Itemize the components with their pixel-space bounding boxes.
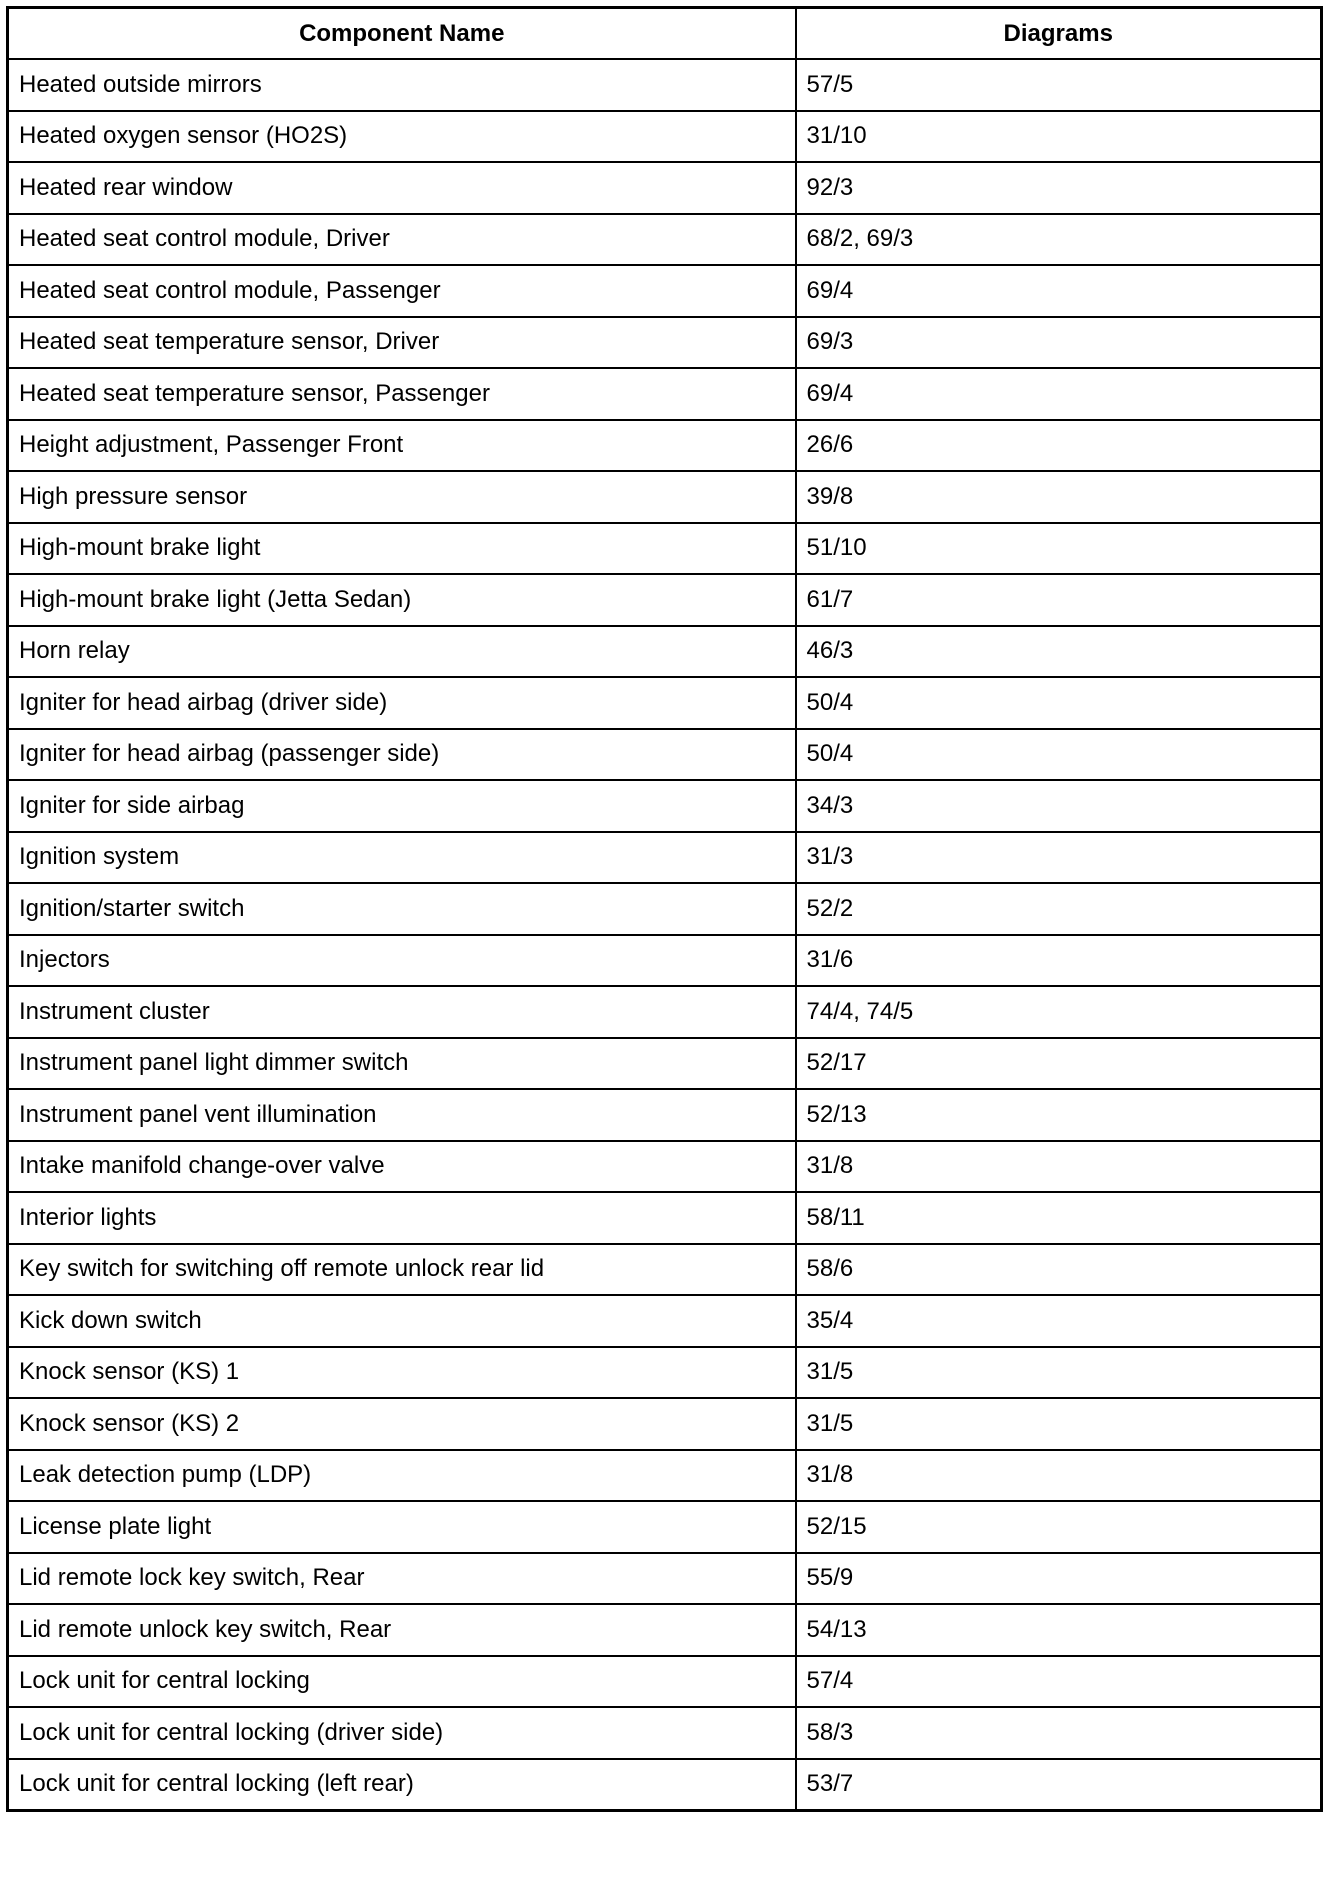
diagrams-cell: 34/3 (796, 780, 1322, 832)
component-name-cell: Igniter for head airbag (driver side) (8, 677, 796, 729)
component-name-cell: Kick down switch (8, 1295, 796, 1347)
diagrams-cell: 46/3 (796, 626, 1322, 678)
component-name-cell: Knock sensor (KS) 2 (8, 1398, 796, 1450)
component-name-cell: Heated seat control module, Passenger (8, 265, 796, 317)
component-name-cell: Heated seat temperature sensor, Driver (8, 317, 796, 369)
diagrams-cell: 39/8 (796, 471, 1322, 523)
diagrams-cell: 31/3 (796, 832, 1322, 884)
component-name-cell: Lock unit for central locking (left rear) (8, 1759, 796, 1811)
component-name-cell: Height adjustment, Passenger Front (8, 420, 796, 472)
column-header-diagrams: Diagrams (796, 8, 1322, 60)
component-name-cell: License plate light (8, 1501, 796, 1553)
diagrams-cell: 57/4 (796, 1656, 1322, 1708)
component-name-cell: Heated rear window (8, 162, 796, 214)
diagrams-cell: 69/4 (796, 368, 1322, 420)
component-name-cell: High-mount brake light (Jetta Sedan) (8, 574, 796, 626)
diagrams-cell: 31/5 (796, 1398, 1322, 1450)
table-row (8, 214, 1322, 266)
diagrams-cell: 26/6 (796, 420, 1322, 472)
component-name-cell: Interior lights (8, 1192, 796, 1244)
diagrams-cell: 69/4 (796, 265, 1322, 317)
component-name-cell: Instrument panel light dimmer switch (8, 1038, 796, 1090)
table-row (8, 1501, 1322, 1553)
component-name-cell: High pressure sensor (8, 471, 796, 523)
component-name-cell: Heated oxygen sensor (HO2S) (8, 111, 796, 163)
table-row (8, 729, 1322, 781)
component-name-cell: Ignition/starter switch (8, 883, 796, 935)
component-name-cell: Ignition system (8, 832, 796, 884)
component-name-cell: Heated outside mirrors (8, 59, 796, 111)
diagrams-cell: 50/4 (796, 729, 1322, 781)
table-row (8, 1192, 1322, 1244)
component-name-cell: Lid remote lock key switch, Rear (8, 1553, 796, 1605)
table-row (8, 986, 1322, 1038)
diagrams-cell: 52/17 (796, 1038, 1322, 1090)
diagrams-cell: 58/6 (796, 1244, 1322, 1296)
diagrams-cell: 31/5 (796, 1347, 1322, 1399)
diagrams-cell: 92/3 (796, 162, 1322, 214)
diagrams-cell: 52/2 (796, 883, 1322, 935)
table-header-row (8, 8, 1322, 60)
table-row (8, 162, 1322, 214)
diagrams-cell: 31/8 (796, 1141, 1322, 1193)
table-row (8, 523, 1322, 575)
component-diagram-table (6, 6, 1323, 1812)
table-row (8, 883, 1322, 935)
table-row (8, 574, 1322, 626)
table-row (8, 1759, 1322, 1811)
component-name-cell: Igniter for head airbag (passenger side) (8, 729, 796, 781)
diagrams-cell: 69/3 (796, 317, 1322, 369)
component-name-cell: Lock unit for central locking (driver side) (8, 1707, 796, 1759)
table-row (8, 1553, 1322, 1605)
table-row (8, 471, 1322, 523)
table-row (8, 1450, 1322, 1502)
component-name-cell: Injectors (8, 935, 796, 987)
table-row (8, 1141, 1322, 1193)
column-header-component-name: Component Name (8, 8, 796, 60)
component-name-cell: High-mount brake light (8, 523, 796, 575)
diagrams-cell: 50/4 (796, 677, 1322, 729)
component-name-cell: Horn relay (8, 626, 796, 678)
component-name-cell: Heated seat control module, Driver (8, 214, 796, 266)
table-row (8, 265, 1322, 317)
table-row (8, 317, 1322, 369)
component-name-cell: Igniter for side airbag (8, 780, 796, 832)
table-row (8, 832, 1322, 884)
table-row (8, 368, 1322, 420)
diagrams-cell: 52/15 (796, 1501, 1322, 1553)
table-row (8, 780, 1322, 832)
diagrams-cell: 55/9 (796, 1553, 1322, 1605)
table-row (8, 111, 1322, 163)
table-row (8, 59, 1322, 111)
table-body (8, 59, 1322, 1811)
component-name-cell: Instrument cluster (8, 986, 796, 1038)
diagrams-cell: 58/11 (796, 1192, 1322, 1244)
diagrams-cell: 31/8 (796, 1450, 1322, 1502)
diagrams-cell: 54/13 (796, 1604, 1322, 1656)
diagrams-cell: 52/13 (796, 1089, 1322, 1141)
table-row (8, 1295, 1322, 1347)
component-name-cell: Knock sensor (KS) 1 (8, 1347, 796, 1399)
table-row (8, 677, 1322, 729)
table-row (8, 1398, 1322, 1450)
component-name-cell: Lid remote unlock key switch, Rear (8, 1604, 796, 1656)
table-row (8, 1656, 1322, 1708)
table-row (8, 1707, 1322, 1759)
table-row (8, 626, 1322, 678)
diagrams-cell: 51/10 (796, 523, 1322, 575)
diagrams-cell: 53/7 (796, 1759, 1322, 1811)
table-row (8, 1038, 1322, 1090)
diagrams-cell: 35/4 (796, 1295, 1322, 1347)
table-row (8, 1089, 1322, 1141)
component-name-cell: Key switch for switching off remote unlock rear lid (8, 1244, 796, 1296)
diagrams-cell: 31/10 (796, 111, 1322, 163)
component-name-cell: Leak detection pump (LDP) (8, 1450, 796, 1502)
diagrams-cell: 31/6 (796, 935, 1322, 987)
table-row (8, 420, 1322, 472)
diagrams-cell: 68/2, 69/3 (796, 214, 1322, 266)
component-name-cell: Heated seat temperature sensor, Passenger (8, 368, 796, 420)
table-row (8, 1244, 1322, 1296)
component-table-container (6, 6, 1320, 1812)
diagrams-cell: 61/7 (796, 574, 1322, 626)
diagrams-cell: 57/5 (796, 59, 1322, 111)
table-row (8, 935, 1322, 987)
diagrams-cell: 74/4, 74/5 (796, 986, 1322, 1038)
component-name-cell: Lock unit for central locking (8, 1656, 796, 1708)
table-row (8, 1347, 1322, 1399)
diagrams-cell: 58/3 (796, 1707, 1322, 1759)
component-name-cell: Instrument panel vent illumination (8, 1089, 796, 1141)
component-name-cell: Intake manifold change-over valve (8, 1141, 796, 1193)
table-row (8, 1604, 1322, 1656)
